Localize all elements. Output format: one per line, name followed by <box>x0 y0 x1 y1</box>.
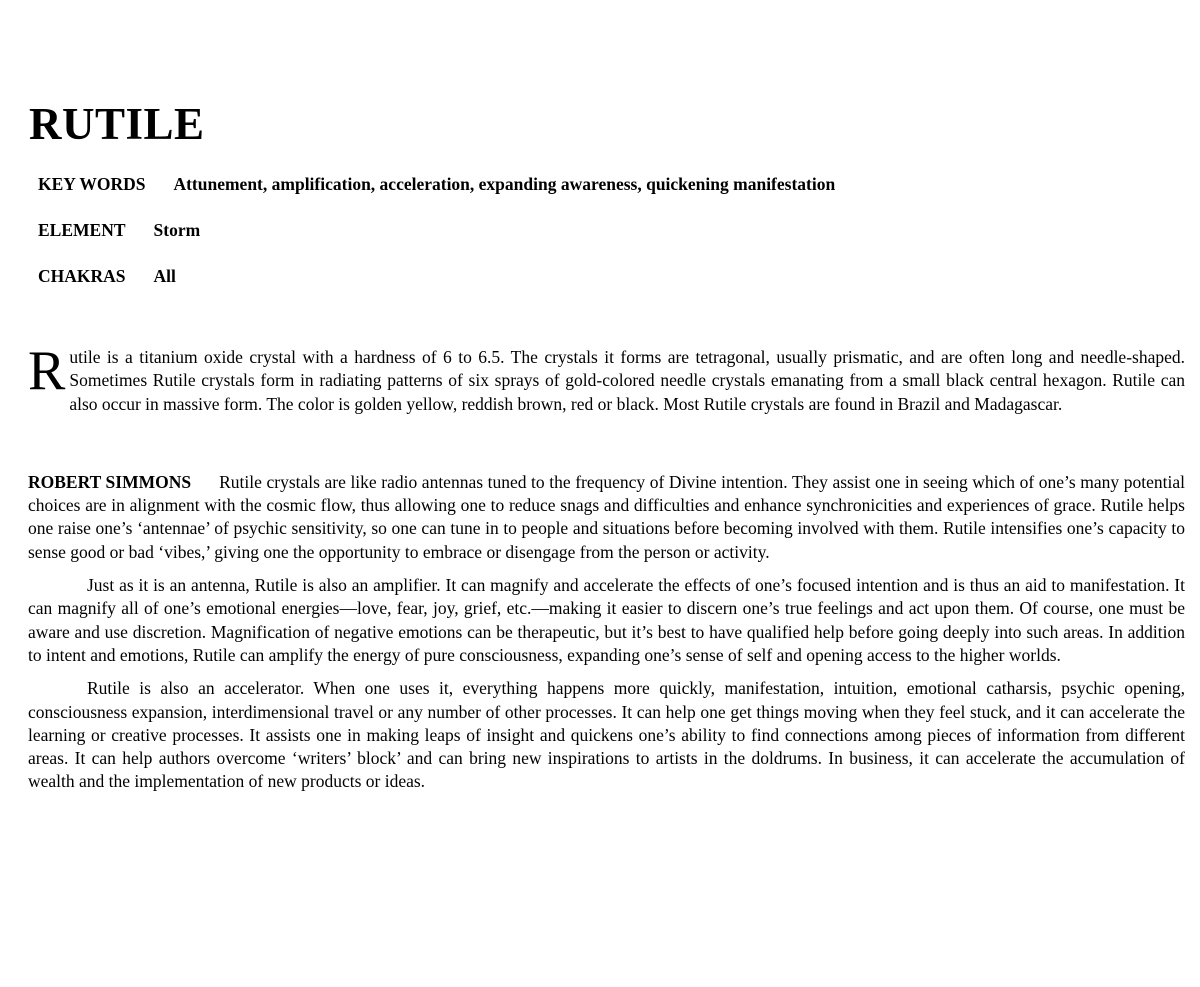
meta-row-chakras <box>38 266 1185 286</box>
rs-paragraph-3: Rutile is also an accelerator. When one uses it, everything happens more quickly, manifestation, intuition, emotional catharsis, psychic opening, consciousness expansion, interdimensional travel or any number of other processes. It can help one get things moving when they feel stuck, and it can accelerate the learning or creative processes. It assists one in making leaps of insight and quickens one’s ability to find connections among pieces of information from different areas. It can help authors overcome ‘writers’ block’ and can bring new inspirations to artists in the doldrums. In business, it can accelerate the accumulation of wealth and the implementation of new products or ideas. <box>28 678 1185 792</box>
key-words-label: KEY WORDS <box>38 174 146 194</box>
meta-block <box>38 174 1185 286</box>
intro-paragraph-text: utile is a titanium oxide crystal with a hardness of 6 to 6.5. The crystals it forms are tetragonal, usually prismatic, and are often long and needle-shaped. Sometimes Rutile crystals form in radiating patterns of six sprays of gold-colored needle crystals emanating from a small black central hexagon. Rutile can also occur in massive form. The color is golden yellow, reddish brown, red or black. Most Rutile crystals are found in Brazil and Madagascar. <box>69 347 1185 414</box>
element-value: Storm <box>153 220 201 240</box>
rs-paragraph-1 <box>28 471 1185 564</box>
page-title: RUTILE <box>29 99 205 149</box>
chakras-label: CHAKRAS <box>38 266 126 286</box>
dropcap-letter: R <box>28 340 66 402</box>
robert-simmons-section <box>28 471 1185 794</box>
rs-paragraph-2: Just as it is an antenna, Rutile is also an amplifier. It can magnify and accelerate the effects of one’s focused intention and is thus an aid to manifestation. It can magnify all of one’s emotional energies—love, fear, joy, grief, etc.—making it easier to discern one’s true feelings and act upon them. Of course, one must be aware and use discretion. Magnification of negative emotions can be therapeutic, but it’s best to have qualified help before going deeply into such areas. In addition to intent and emotions, Rutile can amplify the energy of pure consciousness, expanding one’s sense of self and opening access to the higher worlds. <box>28 575 1185 665</box>
rs-paragraph-1-text: Rutile crystals are like radio antennas tuned to the frequency of Divine intention. They assist one in seeing which of one’s many potential choices are in alignment with the cosmic flow, thus allowing one to reduce snags and difficulties and enhance synchronicities and experiences of grace. Rutile helps one raise one’s ‘antennae’ of psychic sensitivity, so one can tune in to people and situations before becoming involved with them. Rutile intensifies one’s capacity to sense good or bad ‘vibes,’ giving one the opportunity to embrace or disengage from the person or activity. <box>28 471 1185 562</box>
book-page <box>0 99 1200 987</box>
rs-author-label: ROBERT SIMMONS <box>28 471 192 492</box>
key-words-value: Attunement, amplification, acceleration, expanding awareness, quickening manifestation <box>173 174 836 194</box>
intro-paragraph <box>28 340 1185 416</box>
element-label: ELEMENT <box>38 220 126 240</box>
chakras-value: All <box>153 266 176 286</box>
meta-row-element <box>38 220 1185 240</box>
meta-row-key-words <box>38 174 1185 194</box>
